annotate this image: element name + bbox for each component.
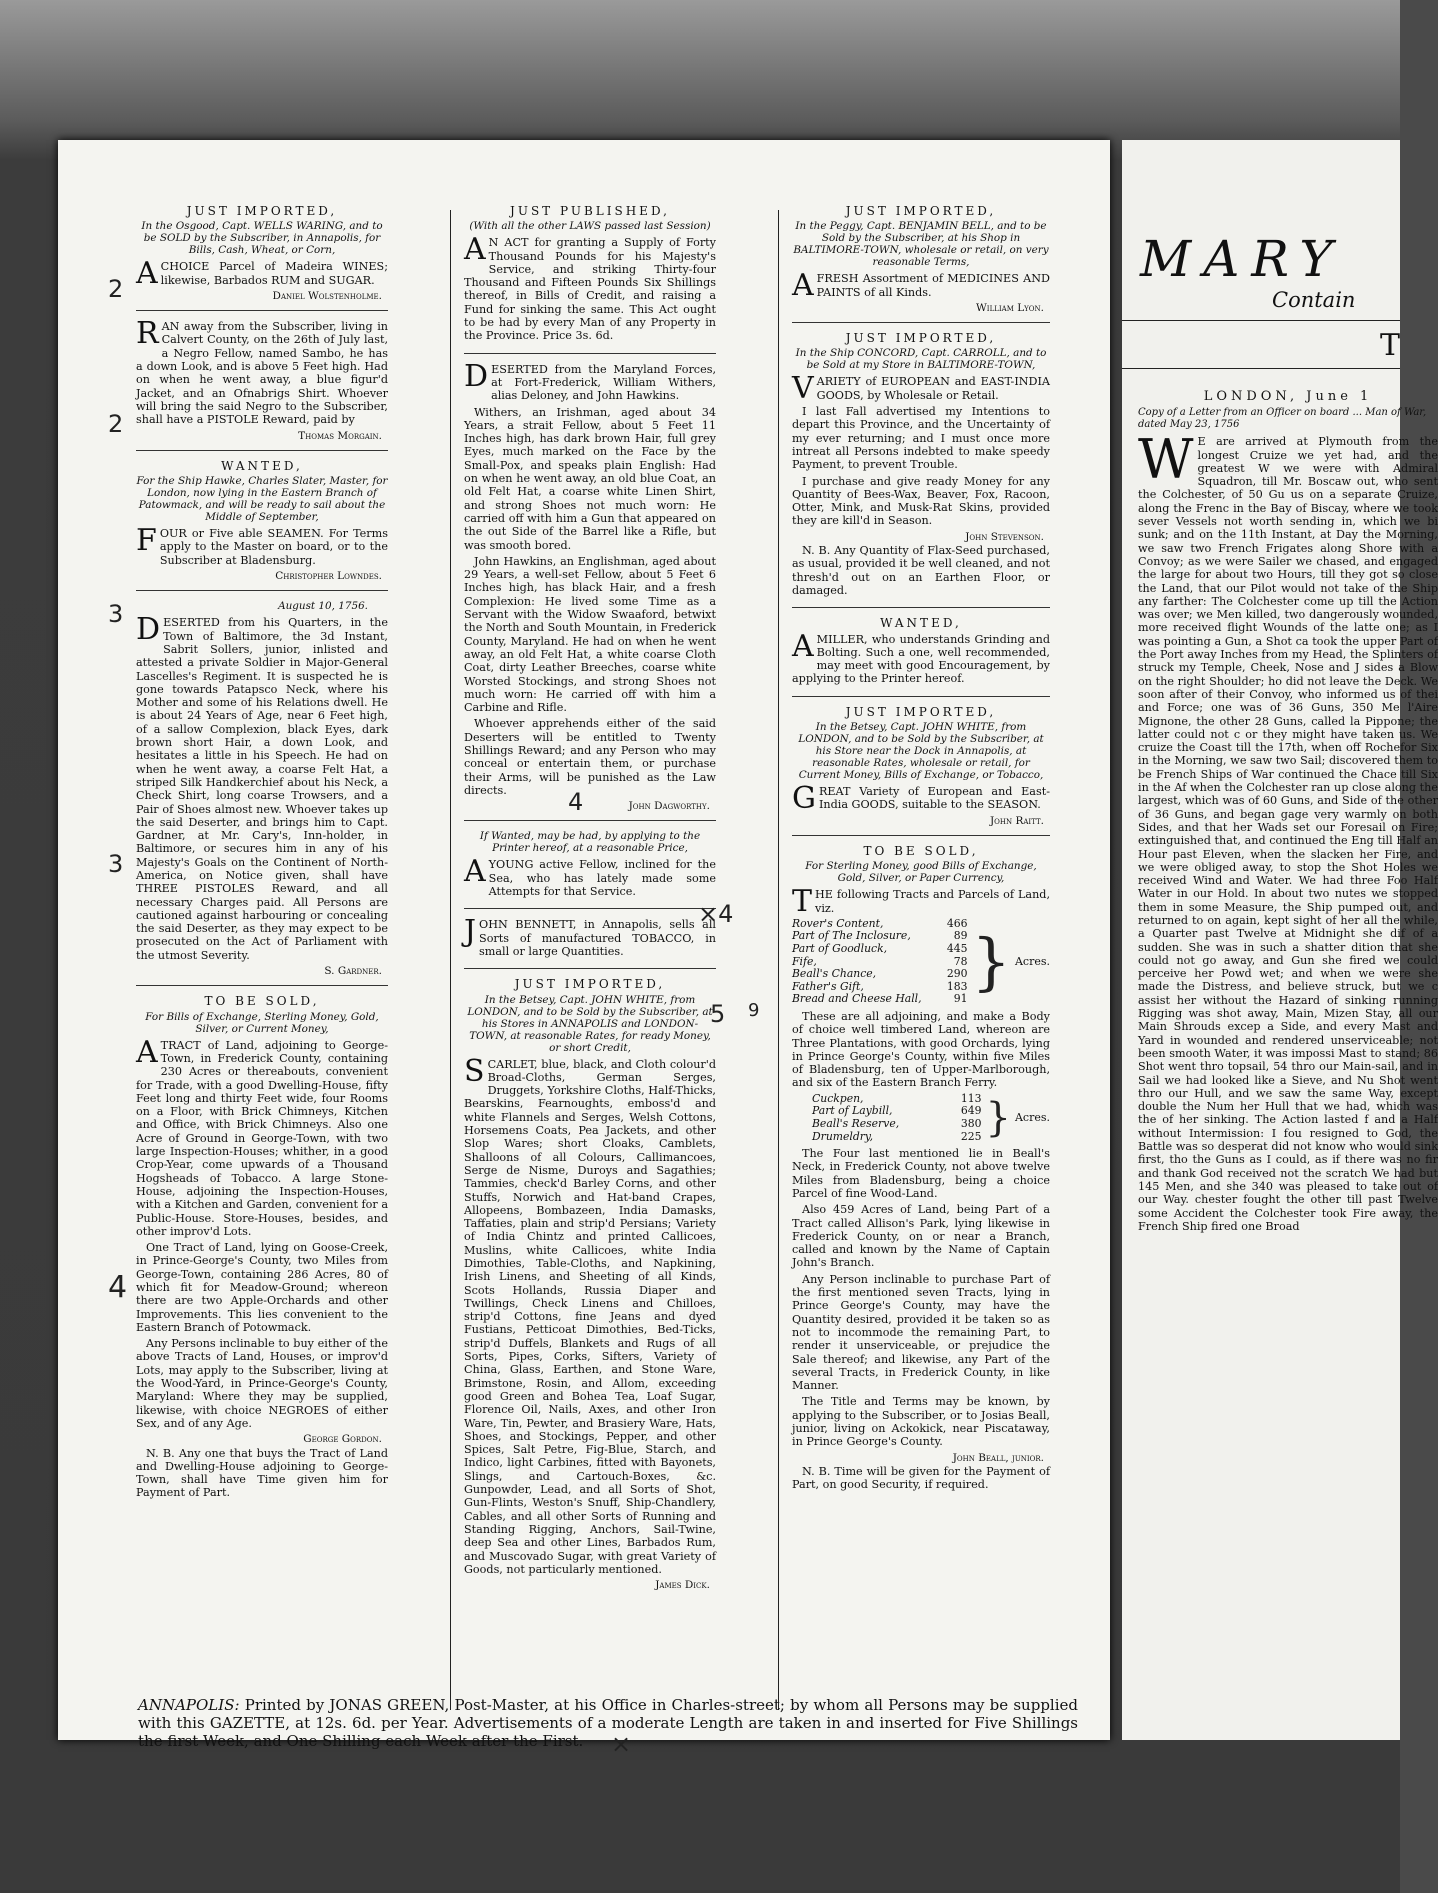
drop-cap: R bbox=[136, 316, 159, 352]
ad-medicines bbox=[792, 205, 1050, 323]
tract-row: Part of The Inclosure, 89 bbox=[792, 929, 968, 943]
drop-cap: G bbox=[792, 781, 816, 817]
ad-body: OHN BENNETT, in Annapolis, sells all Sorts of manufactured TOBACCO, in small or large Quantities. bbox=[479, 918, 716, 958]
ad-body: FRESH Assortment of MEDICINES AND PAINTS of all Kinds. bbox=[816, 272, 1050, 299]
ad-signature: Daniel Wolstenholme. bbox=[272, 289, 382, 302]
ad-heading: TO BE SOLD, bbox=[863, 843, 979, 858]
handwritten-mark: 2 bbox=[108, 410, 124, 438]
ad-signature: George Gordon. bbox=[303, 1433, 382, 1446]
handwritten-mark: 3 bbox=[108, 850, 124, 878]
drop-cap: F bbox=[136, 523, 157, 559]
ad-tracts bbox=[792, 845, 1050, 1502]
imprint-place: ANNAPOLIS: bbox=[138, 1696, 240, 1714]
ad-deserted-sollers bbox=[136, 600, 388, 986]
ad-signature: Thomas Morgain. bbox=[298, 429, 382, 442]
masthead-letter: T bbox=[1380, 328, 1401, 363]
ad-note: N. B. Any Quantity of Flax-Seed purchased, as usual, provided it be well cleaned, and not thresh'd out on an Earthen Floor, or damaged. bbox=[792, 544, 1050, 597]
ad-heading: JUST IMPORTED, bbox=[186, 204, 338, 218]
tract-row: Part of Goodluck, 445 bbox=[792, 941, 968, 955]
masthead-rule bbox=[1122, 368, 1400, 369]
ad-paragraph: Any Person inclinable to purchase Part of the first mentioned seven Tracts, lying in Prince George's County, may have the Quantity desired, provided it be taken so as not to incommode the remaining Part, to render it unserviceable, or prejudice the Sale thereof; and likewise, any Part of the several Tracts, in Frederick County, in like Manner. bbox=[792, 1272, 1050, 1393]
ad-body: CHOICE Parcel of Madeira WINES; likewise, Barbados RUM and SUGAR. bbox=[160, 260, 388, 287]
ad-runaway bbox=[136, 316, 388, 451]
ad-body: OUR or Five able SEAMEN. For Terms apply to the Master on board, or to the Subscriber at Bladensburg. bbox=[159, 527, 388, 567]
ad-subheading: In the Peggy, Capt. BENJAMIN BELL, and to be Sold by the Subscriber, at his Shop in BALTIMORE-TOWN, wholesale or retail, on very reasonable Terms, bbox=[793, 220, 1049, 269]
handwritten-mark: 4 bbox=[108, 1270, 128, 1305]
drop-cap: S bbox=[464, 1053, 485, 1089]
ad-young-fellow bbox=[464, 830, 716, 909]
tract-row: Beall's Reserve, 380 bbox=[812, 1116, 982, 1130]
drop-cap: T bbox=[792, 884, 813, 920]
ad-subheading: For the Ship Hawke, Charles Slater, Master, for London, now lying in the Eastern Branch of Patowmack, and will be ready to sail about the Middle of September, bbox=[136, 475, 388, 524]
ad-heading: JUST IMPORTED, bbox=[845, 331, 997, 346]
handwritten-mark: 2 bbox=[108, 275, 124, 303]
right-column bbox=[1138, 390, 1438, 1236]
ad-signature: William Lyon. bbox=[976, 301, 1044, 314]
brace: } bbox=[985, 1094, 1011, 1141]
ad-body: ARIETY of EUROPEAN and EAST-INDIA GOODS, by Wholesale or Retail. bbox=[816, 375, 1050, 402]
column-rule bbox=[778, 210, 779, 1710]
ad-paragraph: These are all adjoining, and make a Body of choice well timbered Land, whereon are Three Plantations, with good Orchards, lying in Prince George's County, within five Miles of Bladensburg, ten of Upper-Marlborough, and six of the Eastern Branch Ferry. bbox=[792, 1009, 1050, 1090]
ad-paragraph: I purchase and give ready Money for any Quantity of Bees-Wax, Beaver, Fox, Racoon, Otter, Mink, and Musk-Rat Skins, provided they are kill'd in Season. bbox=[792, 474, 1050, 528]
ad-wines bbox=[136, 205, 388, 311]
tract-row: Rover's Content, 466 bbox=[792, 916, 968, 930]
ad-signature: John Stevenson. bbox=[965, 530, 1044, 543]
masthead: MARY bbox=[1140, 230, 1345, 288]
handwritten-mark: ×4 bbox=[698, 900, 734, 928]
handwritten-mark: 4 bbox=[568, 788, 584, 816]
acres-label: Acres. bbox=[1014, 1111, 1050, 1125]
ad-paragraph: The Four last mentioned lie in Beall's Neck, in Frederick County, not above twelve Miles from Bladensburg, being a choice Parcel of fine Wood-Land. bbox=[792, 1147, 1050, 1200]
ad-paragraph: Any Persons inclinable to buy either of the above Tracts of Land, Houses, or improv'd Lots, may apply to the Subscriber, living at the Wood-Yard, in Prince-George's County, Maryland: Where they may be supplied, likewise, with choice NEGROES of either Sex, and of any Age. bbox=[136, 1337, 388, 1430]
ad-paragraph: I last Fall advertised my Intentions to depart this Province, and the Uncertainty of my ever returning; and I must once more intreat all Persons indebted to make speedy Payment, to prevent Trouble. bbox=[792, 405, 1050, 472]
tract-row: Beall's Chance, 290 bbox=[792, 967, 968, 981]
tract-row: Bread and Cheese Hall, 91 bbox=[792, 992, 968, 1006]
ad-deserted-forces bbox=[464, 358, 716, 822]
drop-cap: A bbox=[136, 1034, 158, 1070]
column-3 bbox=[792, 205, 1050, 1511]
handwritten-mark: 9 bbox=[748, 1000, 760, 1021]
newspaper-page-right bbox=[1122, 140, 1438, 1740]
brace: } bbox=[971, 924, 1011, 998]
ad-concord bbox=[792, 332, 1050, 608]
ad-paragraph: One Tract of Land, lying on Goose-Creek, in Prince-George's County, two Miles from George-Town, containing 286 Acres, 80 of which fit for Meadow-Ground; whereon there are two Apple-Orchards and other Improvements. This lies convenient to the Eastern Branch of Potowmack. bbox=[136, 1241, 388, 1334]
ad-heading: WANTED, bbox=[221, 458, 303, 473]
ad-subheading: In the Ship CONCORD, Capt. CARROLL, and to be Sold at my Store in BALTIMORE-TOWN, bbox=[795, 347, 1047, 372]
drop-cap: V bbox=[792, 371, 814, 407]
handwritten-mark: 3 bbox=[108, 600, 124, 628]
drop-cap: J bbox=[464, 914, 477, 950]
drop-cap: A bbox=[792, 268, 814, 304]
ad-body: ESERTED from the Maryland Forces, at Fort-Frederick, William Withers, alias Deloney, and John Hawkins. bbox=[491, 362, 716, 403]
ad-subheading: For Sterling Money, good Bills of Exchange, Gold, Silver, or Paper Currency, bbox=[805, 860, 1037, 885]
drop-cap: A bbox=[464, 232, 486, 268]
ad-signature: James Dick. bbox=[655, 1579, 710, 1592]
ad-note: N. B. Time will be given for the Payment of Part, on good Security, if required. bbox=[792, 1464, 1050, 1492]
ad-subheading: If Wanted, may be had, by applying to the Printer hereof, at a reasonable Price, bbox=[479, 830, 701, 855]
ad-subheading: (With all the other LAWS passed last Session) bbox=[469, 220, 711, 233]
ad-wanted-seamen bbox=[136, 460, 388, 591]
tract-row: Fife, 78 bbox=[792, 954, 968, 968]
ad-subheading: In the Betsey, Capt. JOHN WHITE, from LONDON, and to be Sold by the Subscriber, at his Stores in ANNAPOLIS and LONDON-TOWN, at reasonable Rates, for ready Money, or short Credit, bbox=[467, 993, 713, 1054]
acres-label: Acres. bbox=[1014, 955, 1050, 969]
dateline: LONDON, June 1 bbox=[1203, 389, 1373, 404]
ad-heading: JUST PUBLISHED, bbox=[510, 204, 670, 218]
newspaper-page-left bbox=[58, 140, 1110, 1758]
column-2 bbox=[464, 205, 716, 1608]
ad-signature: John Dagworthy. bbox=[628, 800, 710, 813]
tract-row: Cuckpen, 113 bbox=[812, 1091, 982, 1105]
ad-paragraph: Whoever apprehends either of the said Deserters will be entitled to Twenty Shillings Reward; and any Person who may conceal or entertain them, or purchase their Arms, will be punished as the Law directs. bbox=[464, 717, 716, 797]
masthead-subtitle: Contain bbox=[1272, 288, 1356, 312]
handwritten-mark: × bbox=[611, 1730, 632, 1758]
ad-betsey-raitt bbox=[792, 706, 1050, 836]
ad-subheading: In the Osgood, Capt. WELLS WARING, and to be SOLD by the Subscriber, in Annapolis, for Bills, Cash, Wheat, or Corn, bbox=[141, 220, 383, 257]
tract-row: Drumeldry, 225 bbox=[812, 1129, 982, 1143]
ad-heading: JUST IMPORTED, bbox=[845, 204, 997, 218]
ad-body: MILLER, who understands Grinding and Bolting. Such a one, well recommended, may meet with good Encouragement, by applying to the Printer hereof. bbox=[792, 632, 1050, 686]
ad-body: ESERTED from his Quarters, in the Town of Baltimore, the 3d Instant, Sabrit Sollers, junior, inlisted and attested a private Soldier in Major-General Lascelles's Regiment. It is suspected he is gone towards Patapsco Neck, where his Mother and some of his Relations dwell. He is about 24 Years of Age, near 6 Feet high, of a sallow Complexion, black Eyes, dark brown short Hair, a down Look, and hesitates a little in his Speech. He had on when he went away, a coarse Felt Hat, a striped Silk Handkerchief about his Neck, a Check Shirt, long coarse Trowsers, and a Pair of Shoes almost new. Whoever takes up the said Deserter, and brings him to Capt. Gardner, at Mr. Cary's, Inn-holder, in Baltimore, or secures him in any of his Majesty's Goals on the Continent of North-America, on Notice given, shall have THREE PISTOLES Reward, and all necessary Charges paid. All Persons are cautioned against harbouring or concealing the said Deserter, as they may expect to be prosecuted on the Act of Parliament with the utmost Severity. bbox=[136, 616, 388, 962]
drop-cap: A bbox=[136, 256, 158, 292]
tract-table-1 bbox=[792, 918, 1050, 1006]
ad-signature: Christopher Lowndes. bbox=[275, 570, 382, 583]
ad-subheading: For Bills of Exchange, Sterling Money, Gold, Silver, or Current Money, bbox=[145, 1010, 379, 1035]
drop-cap: A bbox=[464, 854, 486, 890]
ad-miller bbox=[792, 617, 1050, 696]
drop-cap: D bbox=[464, 358, 489, 394]
ad-heading: WANTED, bbox=[880, 616, 962, 631]
letter-body: E are arrived at Plymouth from the longest Cruize we yet had, and the greatest W we were with Admiral Squadron, till Mr. Boscaw out, who sent the Colchester, of 50 Gu us on a separate Cruize, along the Frenc in the Bay of Biscay, where we took sever Vessels not worth sending in, which we bi sunk; and on the 11th Instant, at Day the Morning, we saw two French Frigates along Shore with a Convoy; as we were Sailer we chased, and engaged the large for about two Hours, till they got so close the Land, that our Pilot would not take of the Ship any farther: The Colchester come up till the Action was over; we Men killed, two dangerously wounded, more received flight Wounds of the latte one; as I was pointing a Gun, a Shot ca took the upper Part of the Port away Inches from my Head, the Splinters of struck my Temple, Cheek, Nose and J sides a Blow on the right Shoulder; ho did not leave the Deck. We soon after of their Convoy, who informed us of thei and Force; one was of 36 Guns, 350 Me l'Aire Mignone, the other 28 Guns, called la Pippone; the latter could not c or they might have taken us. We cruize the Coast till the 17th, when off Rochefor Six in the Morning, we saw two Sail; discovered them to be French Ships of War continued the Chace till Six in the Af when the Colchester ran up close along the largest, which was of 60 Guns, and Side of the other of 36 Guns, and began gage very warmly on both Sides, and that her Wads set our Foresail on Fire; extinguished that, and continued the Eng till Half an Hour past Eleven, when the slacken her Fire, and we were obliged away, to stop the Shot Holes we received Wind and Water. We had three Foo Half Water in our Hold. In about two nutes we stopped them in some Measure, the Ship pumped out, and returned to on again, kept sight of her all the while, a Quarter past Twelve at Midnight she dif of a sudden. She was in such a shatter dition that she could not go away, and Gun she fired we could perceive her Powd wet; and when we were she made the Distress, and believe struck, but we c assist her without the Hazard of sinking running Rigging was shot away, Main, Mizen Stay, all our Main Shrouds excep a Side, and every Mast and Yard in wounded and rendered unserviceable; not been smooth Water, it was impossi Mast to stand; 86 Shot went thro topsail, 54 thro our Main-sail, and in Sail we had looked like a Sieve, and Nu Shot went thro our Hull, and we saw the same Way, except double the Num her Hull that we had, which was the of her sinking. The Action lasted f and a Half without Intermission: I fou resigned to God, the Battle was so desperat did not know who would sink first, tho the Guns as I could, as if there was no fir and thank God received not the scratch We had but 145 Men, and she 340 was pleased to take out of our Way. chester fought the other till past Twelve some Accident the Colchester took Fire away, the French Ship fired one Broad bbox=[1138, 435, 1438, 1233]
column-1 bbox=[136, 205, 388, 1519]
ad-signature: John Beall, junior. bbox=[952, 1451, 1044, 1464]
ad-tobacco bbox=[464, 914, 716, 969]
ad-paragraph: John Hawkins, an Englishman, aged about 29 Years, a well-set Fellow, about 5 Feet 6 Inches high, has black Hair, and a fresh Complexion: He lived some Time as a Servant with the Widow Swaaford, betwixt the North and South Mountain, in Frederick County, Maryland. He had on when he went away, an old Felt Hat, a white coarse Cloth Coat, dirty Leather Breeches, coarse white Worsted Stockings, and strong Shoes not much worn: He carried off with him a Carbine and Rifle. bbox=[464, 554, 716, 715]
tract-row: Part of Laybill, 649 bbox=[812, 1104, 982, 1118]
drop-cap: W bbox=[1138, 428, 1194, 492]
masthead-rule bbox=[1122, 320, 1400, 321]
ad-heading: JUST IMPORTED, bbox=[514, 977, 666, 992]
ad-body: YOUNG active Fellow, inclined for the Sea, who has lately made some Attempts for that Service. bbox=[488, 858, 716, 899]
ad-body: AN away from the Subscriber, living in Calvert County, on the 26th of July last, a Negro Fellow, named Sambo, he has a down Look, and is above 5 Feet high. Had on when he went away, a blue figur'd Jacket, and an Ofnabrigs Shirt. Whoever will bring the said Negro to the Subscriber, shall have a PISTOLE Reward, paid by bbox=[136, 320, 388, 427]
letter-title: Copy of a Letter from an Officer on board ... Man of War, dated May 23, 1756 bbox=[1138, 407, 1427, 431]
ad-date: August 10, 1756. bbox=[278, 600, 368, 613]
ad-body: TRACT of Land, adjoining to George-Town, in Frederick County, containing 230 Acres or thereabouts, convenient for Trade, with a good Dwelling-House, fifty Feet long and thirty Feet wide, four Rooms on a Floor, with Brick Chimneys, Kitchen and Office, with Brick Chimneys. Also one Acre of Ground in George-Town, with two large Inspection-Houses; whither, in a good Crop-Year, come upwards of a Thousand Hogsheads of Tobacco. A large Stone-House, adjoining the Inspection-Houses, with a Kitchen and Garden, convenient for a Public-House. Store-Houses, besides, and other improv'd Lots. bbox=[136, 1038, 388, 1238]
ad-heading: TO BE SOLD, bbox=[204, 994, 320, 1009]
handwritten-mark: 5 bbox=[710, 1000, 726, 1028]
ad-land-george-town bbox=[136, 995, 388, 1509]
ad-subheading: In the Betsey, Capt. JOHN WHITE, from LONDON, and to be Sold by the Subscriber, at his Store near the Dock in Annapolis, at reasonable Rates, wholesale or retail, for Current Money, Bills of Exchange, or Tobacco, bbox=[798, 721, 1044, 782]
ad-paragraph: Also 459 Acres of Land, being Part of a Tract called Allison's Park, lying likewise in Frederick County, on or near a Branch, called and known by the Name of Captain John's Branch. bbox=[792, 1203, 1050, 1270]
ad-heading: JUST IMPORTED, bbox=[845, 704, 997, 719]
drop-cap: D bbox=[136, 612, 161, 648]
tract-table-2 bbox=[792, 1093, 1050, 1143]
ad-just-published bbox=[464, 205, 716, 354]
imprint bbox=[138, 1696, 1078, 1750]
imprint-text: Printed by JONAS GREEN, Post-Master, at his Office in Charles-street; by whom all Persons may be supplied with this GAZETTE, at 12s. 6d. per Year. Advertisements of a moderate Length are taken in and inserted for Five Shillings the first Week, and One Shilling each Week after the First. bbox=[138, 1696, 1078, 1750]
ad-body: N ACT for granting a Supply of Forty Thousand Pounds for his Majesty's Service, and striking Thirty-four Thousand and Fifteen Pounds Six Shillings thereof, in Bills of Credit, and raising a Fund for sinking the same. This Act ought to be had by every Man of any Property in the Province. Price 3s. 6d. bbox=[464, 236, 716, 343]
ad-body: HE following Tracts and Parcels of Land, viz. bbox=[815, 888, 1050, 915]
ad-body: CARLET, blue, black, and Cloth colour'd Broad-Cloths, German Serges, Druggets, Yorkshire Cloths, Half-Thicks, Bearskins, Fearnoughts, emboss'd and white Flannels and Serges, Welsh Cottons, Horsemens Coats, Pea Jackets, and other Slop Wares; short Cloaks, Camblets, Shalloons of all Colours, Callimancoes, Serge de Nisme, Duroys and Sagathies; Tammies, check'd Barley Corns, and other Stuffs, Norwich and Hat-band Crapes, Allopeens, Bombazeen, India Damasks, Taffaties, plain and strip'd Persians; Variety of India Chintz and printed Callicoes, Muslins, white Callicoes, white India Dimothies, Table-Cloths, and Napkining, Irish Linens, and Sheeting of all Kinds, Scots Hollands, Russia Diaper and Twillings, Check Linens and Chilloes, strip'd Cottons, fine Jeans and dyed Fustians, Petticoat Dimothies, Bed-Ticks, strip'd Duffels, Blankets and Rugs of all Sorts, Pipes, Corks, Sifters, Variety of China, Glass, Earthen, and Stone Ware, Brimstone, Rosin, and Allom, exceeding good Green and Bohea Tea, Loaf Sugar, Florence Oil, Nails, Axes, and other Iron Ware, Tin, Pewter, and Brasiery Ware, Hats, Shoes, and Stockings, Pepper, and other Spices, Salt Petre, Fig-Blue, Starch, and Indico, light Carbines, fitted with Bayonets, Slings, and Cartouch-Boxes, &c. Gunpowder, Lead, and all Sorts of Shot, Gun-Flints, Weston's Snuff, Ship-Chandlery, Cables, and all other Sorts of Running and Standing Rigging, Anchors, Sail-Twine, deep Sea and other Lines, Barbados Rum, and Muscovado Sugar, with great Variety of Goods, not particularly mentioned. bbox=[464, 1057, 716, 1576]
column-rule bbox=[450, 210, 451, 1710]
ad-signature: S. Gardner. bbox=[324, 965, 382, 978]
ad-paragraph: The Title and Terms may be known, by applying to the Subscriber, or to Josias Beall, junior, living on Ackokick, near Piscataway, in Prince George's County. bbox=[792, 1395, 1050, 1449]
ad-james-dick bbox=[464, 978, 716, 1599]
drop-cap: A bbox=[792, 628, 814, 664]
ad-note: N. B. Any one that buys the Tract of Land and Dwelling-House adjoining to George-Town, shall have Time given him for Payment of Part. bbox=[136, 1446, 388, 1500]
ad-body: REAT Variety of European and East-India GOODS, suitable to the SEASON. bbox=[818, 785, 1050, 812]
tract-row: Father's Gift, 183 bbox=[792, 979, 968, 993]
ad-signature: John Raitt. bbox=[989, 814, 1044, 827]
ad-paragraph: Withers, an Irishman, aged about 34 Years, a strait Fellow, about 5 Feet 11 Inches high, has dark brown Hair, full grey Eyes, much marked on the Face by the Small-Pox, and speaks plain English: Had on when he went away, an old blue Coat, an old Felt Hat, a coarse white Linen Shirt, and strong Shoes not much worn: He carried off with him a Gun that appeared on the out Side of the Barrel like a Rifle, but was smooth bored. bbox=[464, 405, 716, 552]
